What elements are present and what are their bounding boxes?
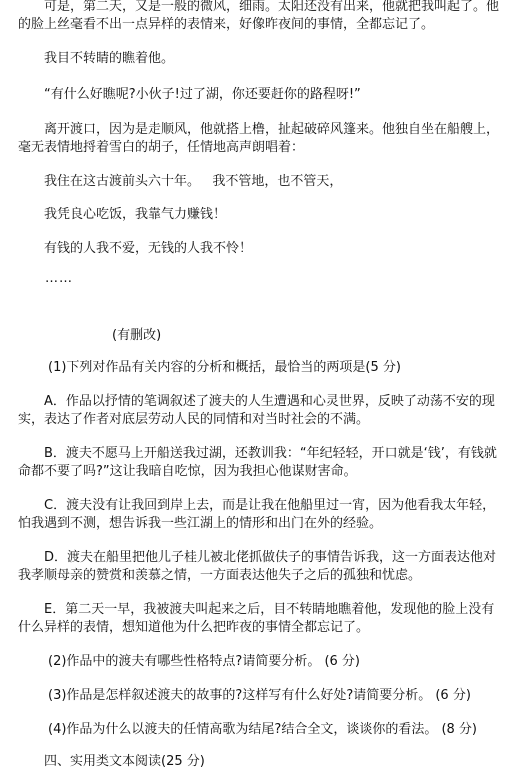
question-3: (3)作品是怎样叙述渡夫的故事的?这样写有什么好处?请简要分析。 (6 分) [48, 688, 471, 703]
question-1: (1)下列对作品有关内容的分析和概括，最恰当的两项是(5 分) [48, 360, 401, 375]
option-e: E．第二天一早，我被渡夫叫起来之后，目不转睛地瞧着他，发现他的脸上没有什么异样的表情，想知道他为什么把昨夜的事情全都忘记了。 [18, 602, 495, 635]
song-line-3: 有钱的人我不爱，无钱的人我不怜！ [44, 241, 253, 256]
story-paragraph-2: 我目不转睛的瞧着他。 [44, 51, 175, 66]
story-paragraph-3: “有什么好瞧呢?小伙子!过了湖，你还要赶你的路程呀!” [44, 87, 361, 102]
abridged-note: (有删改) [112, 328, 162, 343]
ellipsis: …… [45, 271, 73, 286]
option-a: A．作品以抒情的笔调叙述了渡夫的人生遭遇和心灵世界，反映了动荡不安的现实，表达了作者对底层劳动人民的同情和对当时社会的不满。 [18, 394, 495, 427]
song-line-2: 我凭良心吃饭，我靠气力赚钱！ [44, 207, 227, 222]
question-4: (4)作品为什么以渡夫的任情高歌为结尾?结合全文，谈谈你的看法。 (8 分) [48, 722, 477, 737]
option-b: B．渡夫不愿马上开船送我过湖，还教训我：“年纪轻轻，开口就是‘钱’，有钱就命都不要了吗?”这让我暗自吃惊，因为我担心他谋财害命。 [18, 446, 497, 479]
section-4-heading: 四、实用类文本阅读(25 分) [44, 754, 205, 769]
question-2: (2)作品中的渡夫有哪些性格特点?请简要分析。 (6 分) [48, 654, 360, 669]
story-paragraph-4: 离开渡口，因为是走顺风，他就搭上橹，扯起破碎风篷来。他独自坐在船艘上，毫无表情地捋着雪白的胡子，任情地高声朗唱着： [18, 122, 500, 155]
option-d: D．渡夫在船里把他儿子桂儿被北佬抓做伕子的事情告诉我，这一方面表达他对我孝顺母亲的赞赏和羡慕之情，一方面表达他失子之后的孤独和忧虑。 [18, 550, 497, 583]
song-line-1: 我住在这古渡前头六十年。 我不管地，也不管天， [44, 174, 343, 189]
option-c: C．渡夫没有让我回到岸上去，而是让我在他船里过一宵，因为他看我太年轻，怕我遇到不测，想告诉我一些江湖上的情形和出门在外的经验。 [18, 498, 496, 531]
story-paragraph-1: 可是，第二天，又是一般的微风，细雨。太阳还没有出来，他就把我叫起了。他的脸上丝毫看不出一点异样的表情来，好像昨夜间的事情，全都忘记了。 [18, 0, 500, 32]
